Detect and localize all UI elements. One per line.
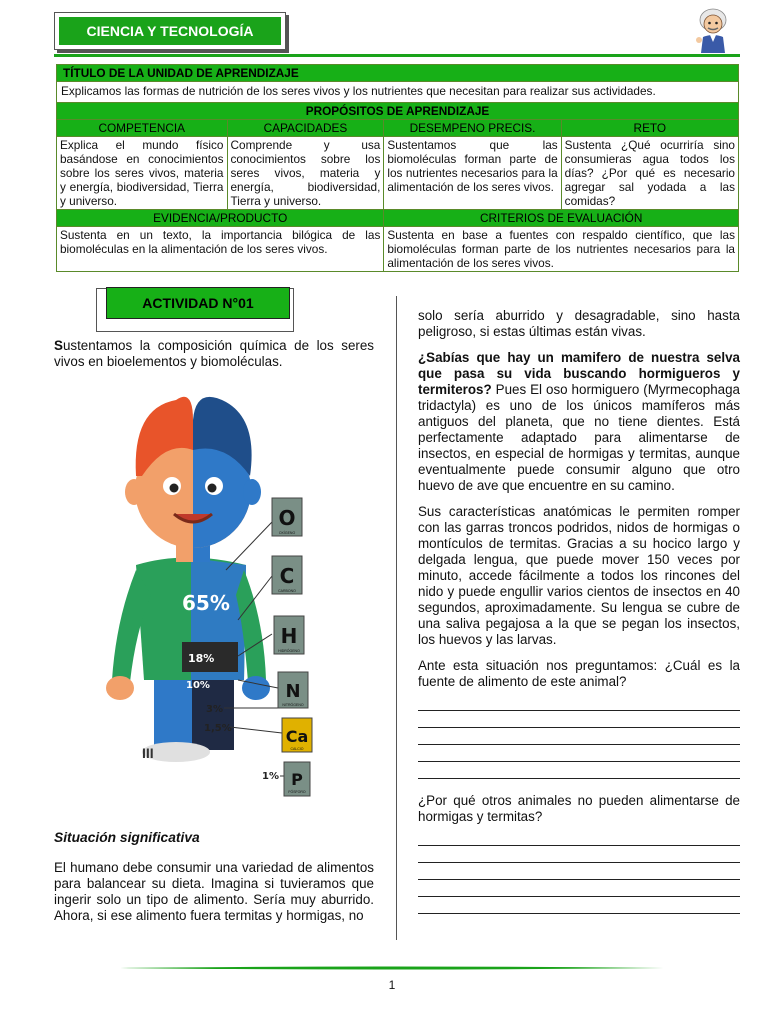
propositos-label: PROPÓSITOS DE APRENDIZAJE [57,103,739,120]
desempeno-cell: Sustentamos que las biomoléculas forman parte de los nutrientes necesarios para la alimentación de los seres vivos. [384,137,561,210]
question-2: ¿Por qué otros animales no pueden alimentarse de hormigas y termitas? [418,793,740,824]
scientist-icon [688,4,738,54]
header-rule [54,54,740,57]
evidencia-label: EVIDENCIA/PRODUCTO [57,210,384,227]
element-tile-calcium [282,718,312,752]
answer-lines-1[interactable] [418,694,740,779]
element-tile-hydrogen [274,616,304,654]
svg-text:O: O [278,506,296,530]
hand-left [106,676,134,700]
svg-text:CARBONO: CARBONO [278,589,296,593]
svg-text:N: N [285,681,301,702]
pct-1-5: 1,5% [204,723,232,734]
pct-18: 18% [188,652,215,665]
pct-3: 3% [206,704,223,715]
column-header-capacidades: CAPACIDADES [227,120,384,137]
criterios-label: CRITERIOS DE EVALUACIÓN [384,210,739,227]
element-tile-nitrogen [278,672,308,708]
competencia-cell: Explica el mundo físico basándose en conocimientos sobre los seres vivos, materia y energía, biodiversidad, Tierra y universo. [57,137,228,210]
svg-text:III: III [142,745,154,761]
answer-line[interactable] [418,829,740,846]
column-header-reto: RETO [561,120,738,137]
answer-line[interactable] [418,728,740,745]
answer-line[interactable] [418,711,740,728]
answer-line[interactable] [418,745,740,762]
activity-intro [54,338,374,380]
situacion-text [54,860,374,934]
capacidades-cell: Comprende y usa conocimientos sobre los seres vivos, materia y energía, biodiversidad, Tierra y universo. [227,137,384,210]
answer-line[interactable] [418,762,740,779]
footer-rule [120,966,664,970]
svg-text:P: P [291,770,303,789]
question-1: Ante esta situación nos preguntamos: ¿Cuál es la fuente de alimento de este animal? [418,658,740,689]
planning-table [56,64,739,272]
answer-line[interactable] [418,846,740,863]
criterios-cell: Sustenta en base a fuentes con respaldo científico, que las biomoléculas forman parte de los nutrientes necesarios para la alimentación de los seres vivos. [384,227,739,272]
element-tile-carbon [272,556,302,594]
right-column [418,308,740,924]
paragraph-2-text: Pues El oso hormiguero (Myrmecophaga tridactyla) es uno de los únicos mamíferos más antiguos del planeta, que no tiene dientes. Está perfectamente adaptado para alimentarse de insectos, en especial de hormigas y termitas, aunque eventualmente puede consumir alguno que otro huevo de ave que encuentre en su camino. [418,382,740,493]
paragraph-1: solo sería aburrido y desagradable, sino hasta peligroso, si estas últimas están vivas. [418,308,740,339]
pct-65: 65% [182,591,230,615]
body-composition-illustration [96,380,366,800]
svg-text:HIDRÓGENO: HIDRÓGENO [278,649,300,653]
paragraph-2 [418,350,740,494]
column-header-competencia: COMPETENCIA [57,120,228,137]
svg-text:NITRÓGENO: NITRÓGENO [282,703,304,707]
unit-title-text: Explicamos las formas de nutrición de los seres vivos y los nutrientes que necesitan para realizar sus actividades. [57,82,739,103]
answer-line[interactable] [418,897,740,914]
page-number: 1 [388,978,396,992]
svg-text:OXÍGENO: OXÍGENO [278,531,296,535]
paragraph-3: Sus características anatómicas le permiten romper con las garras troncos podridos, nidos de hormigas o montículos de termitas. Gracias a su hocico largo y delgada lengua, que puede mover 150 veces por minuto, accede fácilmente a todos los rincones del nido y puede engullir varios cientos de insectos en 40 segundos, aproximadamente. Su lengua se cubre de una saliva pegajosa a la que se pegan los insectos, los huevos y las larvas. [418,504,740,647]
situacion-paragraph: El humano debe consumir una variedad de alimentos para balancear su dieta. Imagina si tuvieramos que ingerir solo un tipo de alimento. Sería muy aburrido. Ahora, si ese alimento fuera termitas y hormigas, no [54,860,374,923]
answer-line[interactable] [418,880,740,897]
hand-right [242,676,270,700]
answer-line[interactable] [418,863,740,880]
intro-text: ustentamos la composición química de los seres vivos en bioelementos y biomoléculas. [54,338,374,369]
unit-title-label: TÍTULO DE LA UNIDAD DE APRENDIZAJE [57,65,739,82]
situacion-title: Situación significativa [54,830,200,845]
column-divider [396,296,397,940]
svg-text:CALCIO: CALCIO [290,747,304,751]
subject-banner [54,12,286,50]
subject-title: CIENCIA Y TECNOLOGÍA [59,17,281,45]
answer-lines-2[interactable] [418,829,740,914]
activity-label: ACTIVIDAD N°01 [106,287,290,319]
svg-text:C: C [279,564,295,588]
svg-text:FÓSFORO: FÓSFORO [288,790,306,794]
intro-initial: S [54,338,63,353]
evidencia-cell: Sustenta en un texto, la importancia bilógica de las biomoléculas en la alimentación de los seres vivos. [57,227,384,272]
column-header-desempeno: DESEMPENO PRECIS. [384,120,561,137]
reto-cell: Sustenta ¿Qué ocurriría sino consumieras agua todos los días? ¿Por qué es necesario agregar sal yodada a las comidas? [561,137,738,210]
answer-line[interactable] [418,694,740,711]
pct-1: 1% [262,771,279,782]
svg-text:Ca: Ca [285,727,309,746]
svg-text:H: H [280,624,298,648]
element-tile-phosphorus [284,762,310,796]
pct-10: 10% [186,680,210,691]
element-tile-oxygen [272,498,302,536]
question-highlight: ¿Sabías que hay un mamifero de nuestra selva que pasa su vida buscando hormigueros y termiteros? [418,350,740,397]
